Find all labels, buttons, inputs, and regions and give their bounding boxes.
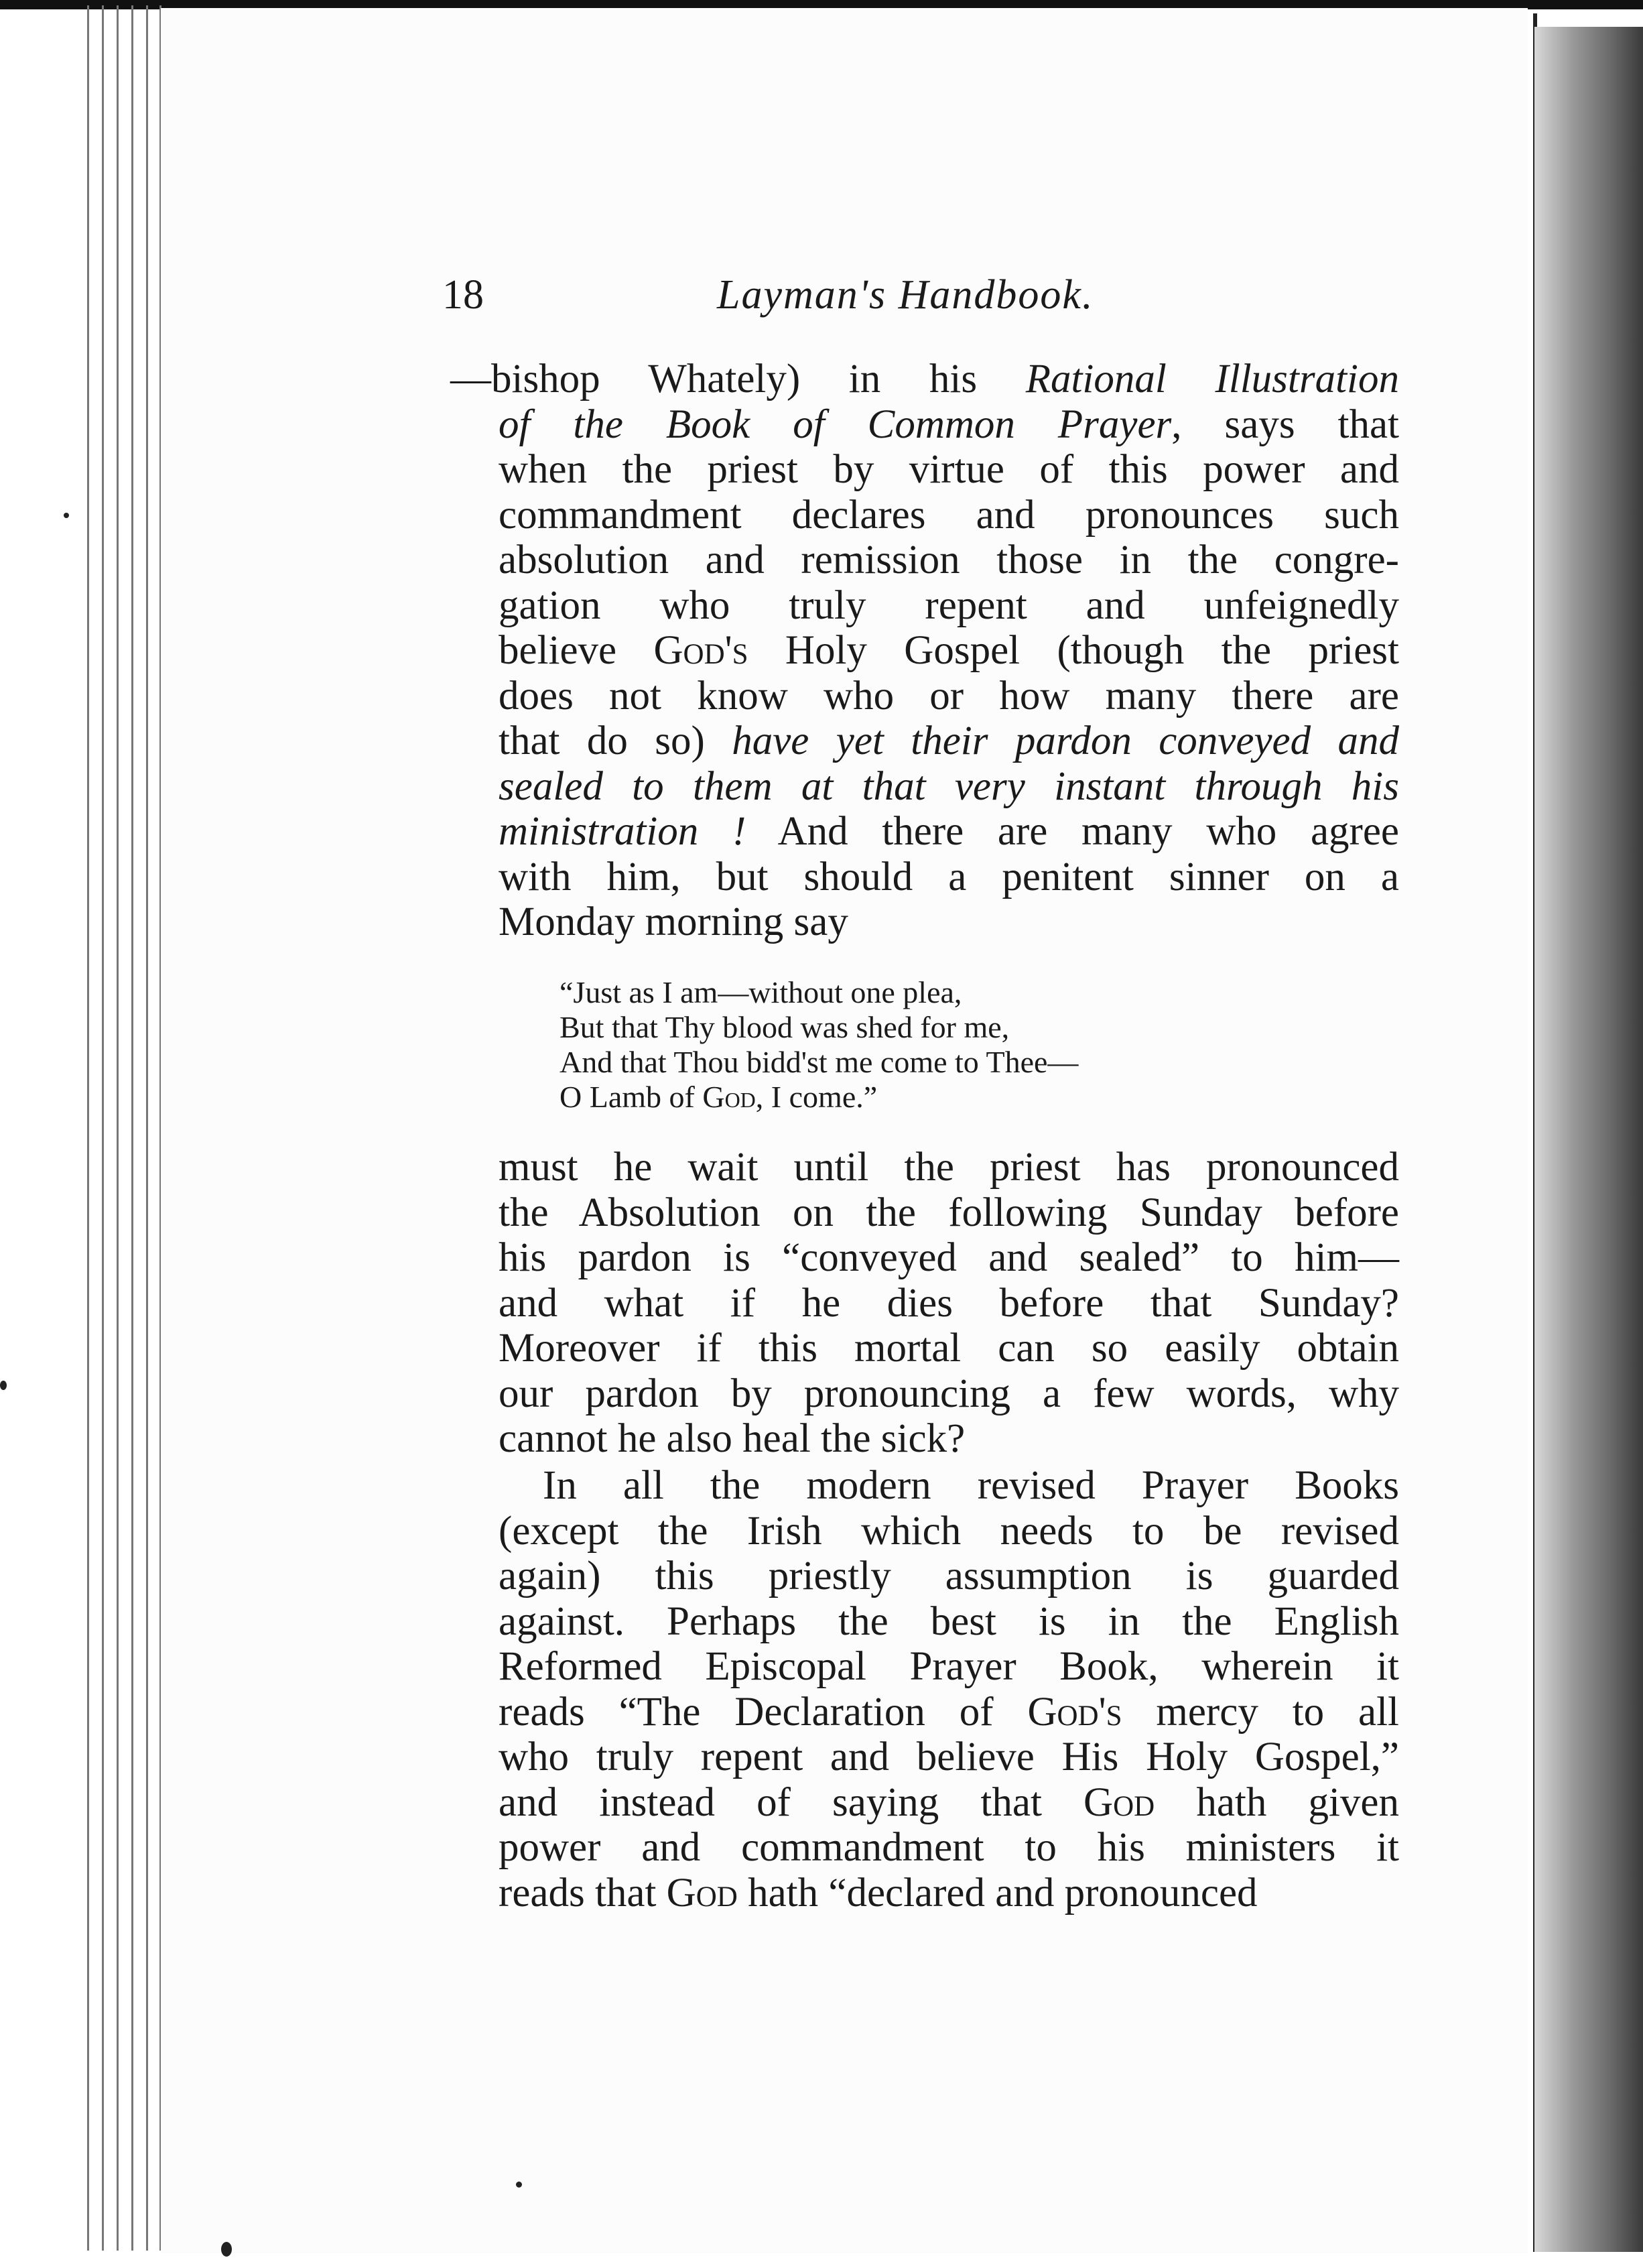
text-run: O Lamb of [560,1080,703,1114]
small-caps-text: God [702,1080,756,1114]
text-line [450,402,1399,448]
italic-text: have yet their pardon conveyed and [732,718,1399,763]
text-line [450,718,1399,764]
text-run: believe [499,628,654,673]
scan-speck [64,513,69,518]
text-line [499,1235,1399,1281]
text-line [499,1871,1399,1916]
text-run: Monday morning say [499,899,848,944]
text-run: hath “declared and pronounced [737,1870,1258,1915]
text-line [450,674,1399,719]
text-run: his pardon is “conveyed and sealed” to him— [499,1235,1399,1280]
text-line [499,1416,1399,1462]
text-run: does not know who or how many there are [499,673,1399,718]
body-text-bottom [499,1463,1399,1915]
small-caps-text: God [1083,1779,1155,1825]
text-run: and instead of saying that [499,1779,1084,1825]
text-line [499,1190,1399,1236]
body-text-top [450,357,1399,945]
text-run: our pardon by pronouncing a few words, why [499,1371,1399,1416]
text-run: must he wait until the priest has pronounced [499,1145,1399,1190]
scan-speck [221,2242,232,2257]
text-run: “Just as I am—without one plea, [560,975,962,1009]
text-run: mercy to all [1122,1689,1399,1735]
text-run: hath given [1155,1779,1399,1825]
text-run: that do so) [499,718,732,763]
page-edges [87,5,168,2251]
text-line [499,1825,1399,1871]
poem-line [560,975,1297,1010]
text-line [499,1463,1399,1509]
text-line [450,447,1399,493]
hymn-quotation [560,975,1297,1115]
text-run: the Absolution on the following Sunday before [499,1190,1399,1235]
book-page [161,8,1528,2253]
italic-text: of the Book of Common Prayer [499,401,1172,447]
body-text-middle [499,1145,1399,1462]
text-run: and what if he dies before that Sunday? [499,1280,1399,1326]
text-run: absolution and remission those in the congre- [499,538,1399,582]
italic-text: ministration ! [499,809,746,854]
text-line [499,1554,1399,1599]
text-line [450,538,1399,583]
text-run: reads that [499,1870,667,1915]
italic-text: Rational Illustration [1025,357,1399,401]
scan-speck [0,1381,7,1390]
text-run: reads “The Declaration of [499,1689,1028,1735]
small-caps-text: God [666,1870,738,1915]
text-line [499,1690,1399,1735]
poem-line [560,1010,1297,1045]
text-line [450,855,1399,900]
text-line [499,1644,1399,1690]
text-line [499,1145,1399,1190]
small-caps-text: God's [653,628,748,673]
text-run: And there are many who agree [746,809,1399,854]
text-run: Moreover if this mortal can so easily obtain [499,1326,1399,1371]
text-run: again) this priestly assumption is guarded [499,1554,1399,1598]
text-run: But that Thy blood was shed for me, [560,1010,1010,1044]
text-line [450,899,1399,945]
poem-line [560,1080,1297,1115]
text-run: Holy Gospel (though the priest [748,628,1399,673]
text-run: In all the modern revised Prayer Books [543,1463,1399,1508]
text-line [450,357,1399,402]
text-line [450,493,1399,538]
text-line [499,1735,1399,1780]
text-run: , says that [1171,401,1399,447]
page-header [442,268,1400,328]
text-line [499,1599,1399,1645]
text-line [499,1281,1399,1326]
text-run: who truly repent and believe His Holy Gospel,” [499,1735,1399,1779]
small-caps-text: God's [1027,1689,1122,1735]
text-line [499,1326,1399,1371]
text-run: with him, but should a penitent sinner on a [499,854,1399,899]
text-run: cannot he also heal the sick? [499,1416,966,1461]
text-line [499,1780,1399,1826]
text-run: And that Thou bidd'st me come to Thee— [560,1045,1079,1079]
text-run: —bishop Whately) in his [450,357,1026,401]
text-run: when the priest by virtue of this power and [499,447,1399,492]
italic-text: sealed to them at that very instant through his [499,763,1399,809]
poem-line [560,1045,1297,1080]
text-run: Reformed Episcopal Prayer Book, wherein it [499,1644,1399,1689]
text-line [450,583,1399,629]
page-number: 18 [442,272,484,318]
scan-speck [516,2182,522,2188]
text-run: gation who truly repent and unfeignedly [499,582,1399,628]
text-line [499,1509,1399,1554]
text-run: , I come.” [755,1080,878,1114]
text-run: commandment declares and pronounces such [499,492,1399,538]
running-title: Layman's Handbook. [717,272,1094,318]
text-run: power and commandment to his ministers it [499,1825,1399,1870]
text-run: against. Perhaps the best is in the English [499,1598,1399,1644]
page-gutter-shadow [1534,27,1643,2252]
text-line [450,809,1399,855]
text-line [499,1371,1399,1417]
text-line [450,628,1399,674]
text-line [450,764,1399,810]
text-run: (except the Irish which needs to be revised [499,1508,1399,1554]
